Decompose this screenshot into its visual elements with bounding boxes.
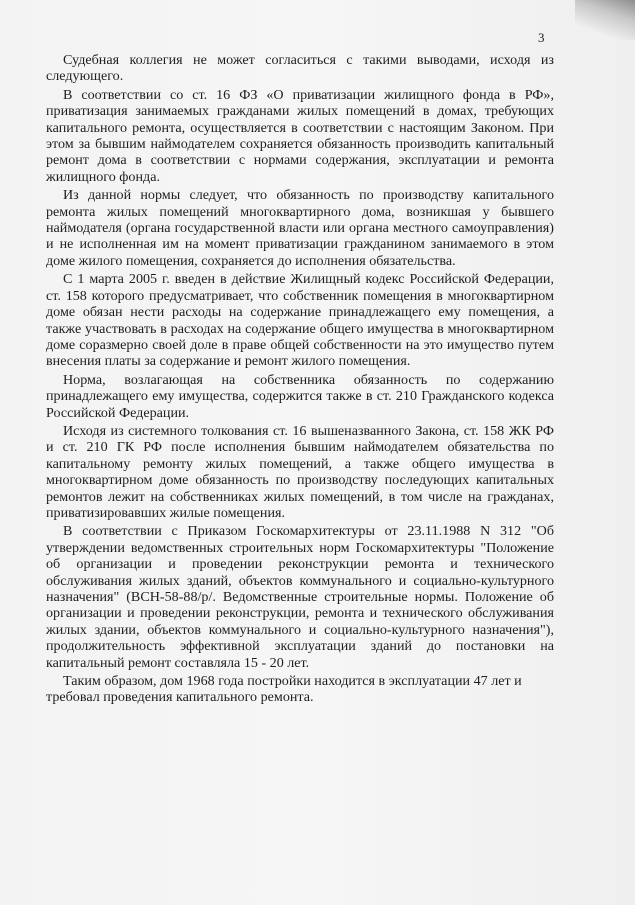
- paragraph-7: В соответствии с Приказом Госкомархитектуры от 23.11.1988 N 312 "Об утверждении ведомственных строительных норм Госкомархитектуры "Положение об организации и проведении реконструкции ремонта и технического обслуживания жилых зданий, объектов коммунального и социально-культурного назначения" (ВСН-58-88/р/. Ведомственные строительные нормы. Положение об организации и проведении реконструкции, ремонта и технического обслуживания жилых здании, объектов коммунального и социально-культурного назначения"), продолжительность эффективной эксплуатации зданий до постановки на капитальный ремонт составляла 15 - 20 лет.: [46, 523, 554, 671]
- paragraph-5: Норма, возлагающая на собственника обязанность по содержанию принадлежащего ему имущества, содержится также в ст. 210 Гражданского кодекса Российской Федерации.: [46, 371, 554, 421]
- paragraph-2: В соответствии со ст. 16 ФЗ «О приватизации жилищного фонда в РФ», приватизация занимаемых гражданами жилых помещений в домах, требующих капитального ремонта, осуществляется в соответствии с настоящим Законом. При этом за бывшим наймодателем сохраняется обязанность производить капитальный ремонт дома в соответствии с нормами содержания, эксплуатации и ремонта жилищного фонда.: [46, 86, 554, 185]
- paragraph-4: С 1 марта 2005 г. введен в действие Жилищный кодекс Российской Федерации, ст. 158 которого предусматривает, что собственник помещения в многоквартирном доме обязан нести расходы на содержание принадлежащего ему помещения, а также участвовать в расходах на содержание общего имущества в многоквартирном доме соразмерно своей доле в праве общей собственности на это имущество путем внесения платы за содержание и ремонт жилого помещения.: [46, 271, 554, 370]
- document-body: [46, 52, 554, 708]
- paragraph-8: Таким образом, дом 1968 года постройки находится в эксплуатации 47 лет и требовал проведения капитального ремонта.: [46, 673, 522, 706]
- paragraph-6: Исходя из системного толкования ст. 16 вышеназванного Закона, ст. 158 ЖК РФ и ст. 210 ГК РФ после исполнения бывшим наймодателем обязательства по капитальному ремонту жилых помещений, а также общего имущества в многоквартирном доме обязанность по производству последующих капитальных ремонтов лежит на собственниках жилых помещений, в том числе на гражданах, приватизировавших жилые помещения.: [46, 422, 554, 521]
- paragraph-1: Судебная коллегия не может согласиться с такими выводами, исходя из следующего.: [46, 52, 554, 85]
- paragraph-3: Из данной нормы следует, что обязанность по производству капитального ремонта жилых помещений многоквартирного дома, возникшая у бывшего наймодателя (органа государственной власти или органа местного самоуправления) и не исполненная им на момент приватизации гражданином занимаемого в этом доме жилого помещения, сохраняется до исполнения обязательства.: [46, 187, 554, 269]
- scan-corner-shadow: [575, 0, 635, 40]
- page-number: 3: [538, 30, 545, 45]
